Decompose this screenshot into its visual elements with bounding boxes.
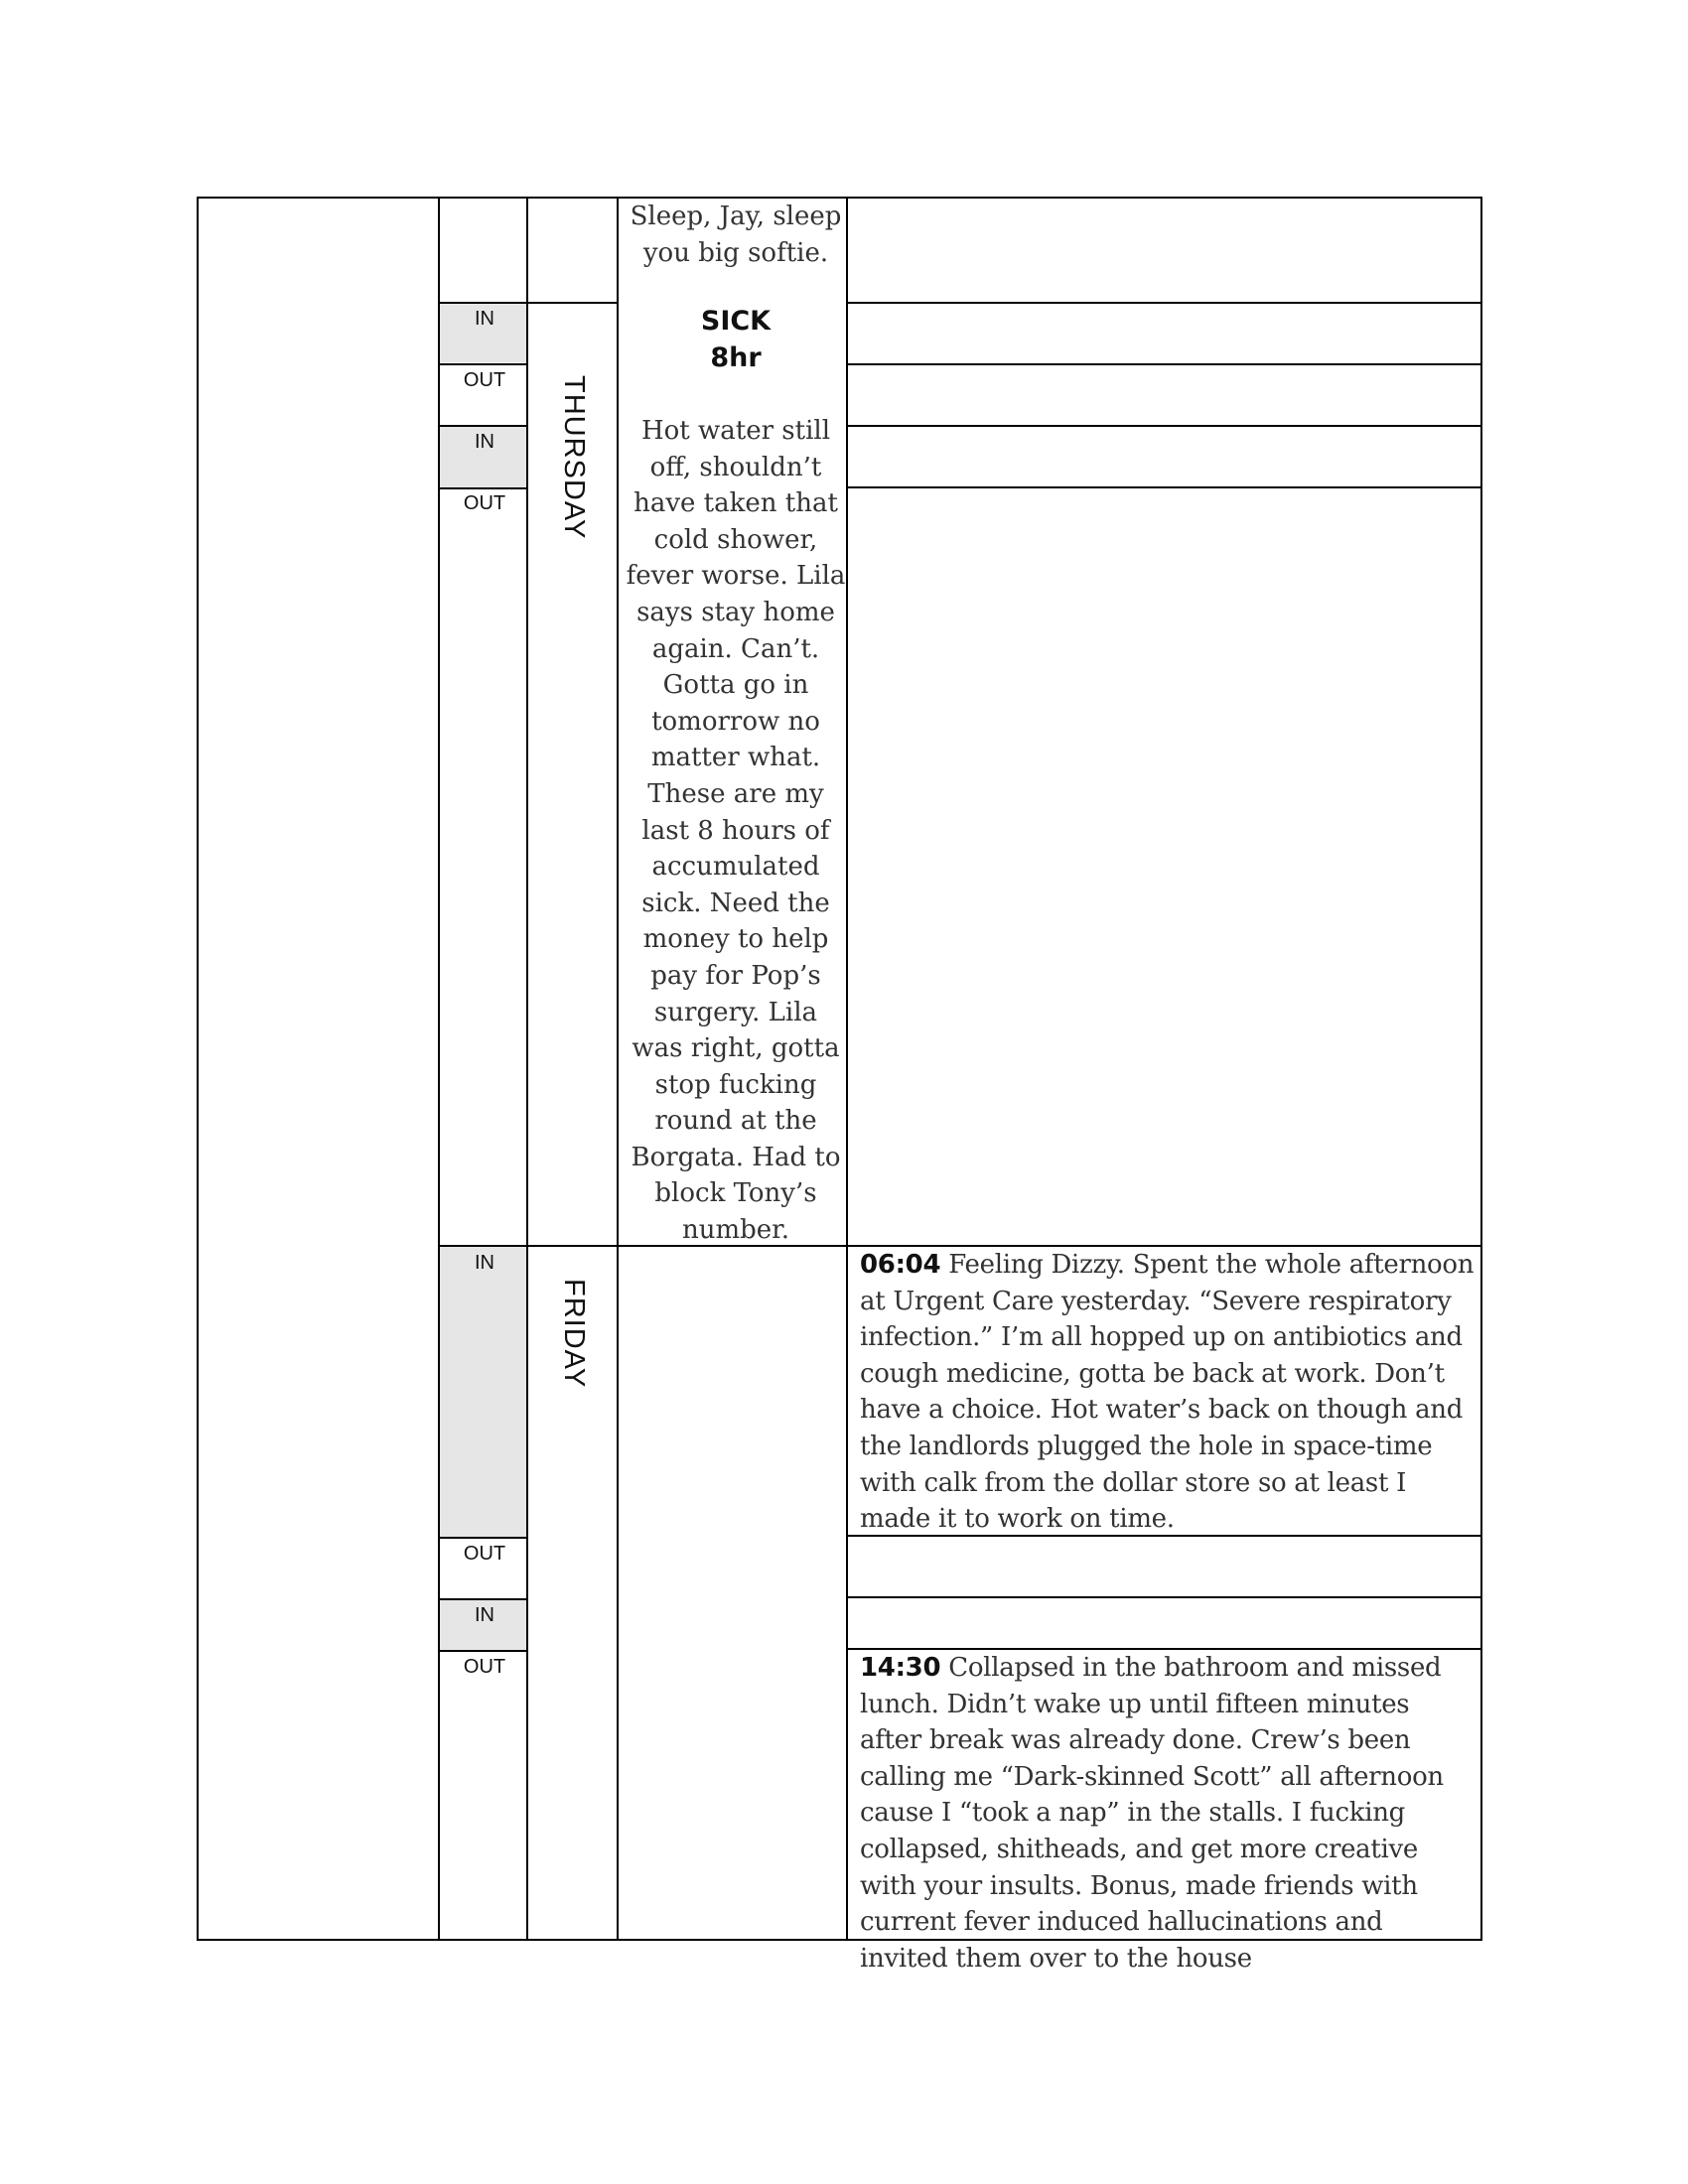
friday-out-label: OUT	[463, 1543, 506, 1565]
sick-status-hours: 8hr	[710, 342, 762, 373]
friday-in-label: IN	[475, 1252, 494, 1274]
friday-day-label: FRIDAY	[558, 1279, 590, 1389]
entry-sep	[846, 425, 1482, 427]
thursday-in-label: IN	[475, 431, 494, 453]
row-sep	[438, 425, 528, 427]
table-divider-4	[846, 197, 848, 1941]
thursday-out-label: OUT	[463, 492, 506, 514]
table-border-left	[197, 197, 199, 1941]
entry-sep	[846, 363, 1482, 365]
entry-sep	[846, 1596, 1482, 1598]
sick-status-title: SICK	[700, 306, 772, 337]
row-sep	[438, 1537, 528, 1539]
friday-out-label: OUT	[463, 1656, 506, 1678]
table-divider-2	[526, 197, 528, 1941]
entry-time: 06:04	[860, 1250, 941, 1280]
table-border-right	[1480, 197, 1482, 1941]
row-sep	[438, 363, 528, 365]
friday-in-1-cell	[440, 1247, 527, 1537]
thursday-out-label: OUT	[463, 369, 506, 391]
entry-text: Feeling Dizzy. Spent the whole afternoon at Urgent Care yesterday. “Severe respiratory infection.” I’m all hopped up on antibiotics and cough medicine, gotta be back at work. Don’t have a choice. Hot water’s back on though and the landlords plugged the hole in space-time with calk from the dollar store so at least I made it to work on time.	[860, 1250, 1475, 1535]
thursday-note: Hot water still off, shouldn’t have taken that cold shower, fever worse. Lila says stay home again. Can’t. Gotta go in tomorrow no matter what. These are my last 8 hours of accumulated sick. Need the money to help pay for Pop’s surgery. Lila was right, gotta stop fucking round at the Borgata. Had to block Tony’s number.	[626, 416, 846, 1246]
entry-time: 14:30	[860, 1653, 941, 1683]
friday-entry-afternoon	[860, 1650, 1476, 1977]
thursday-in-label: IN	[475, 308, 494, 330]
entry-sep	[846, 486, 1482, 488]
table-divider-3	[617, 197, 619, 1941]
thursday-day-label: THURSDAY	[558, 375, 590, 540]
entry-text: Collapsed in the bathroom and missed lunch. Didn’t wake up until fifteen minutes after break was already done. Crew’s been calling me “Dark-skinned Scott” all afternoon cause I “took a nap” in the stalls. I fucking collapsed, shitheads, and get more creative with your insults. Bonus, made friends with current fever induced hallucinations and invited them over to the house	[860, 1653, 1444, 1974]
entry-sep	[846, 302, 1482, 304]
row-sep	[438, 487, 528, 489]
friday-in-label: IN	[475, 1604, 494, 1626]
friday-entry-morning	[860, 1247, 1476, 1538]
row-sep	[438, 1650, 528, 1652]
table-divider-1	[438, 197, 440, 1941]
wednesday-note: Sleep, Jay, sleep you big softie.	[630, 202, 842, 268]
row-sep-thursday-start	[438, 302, 618, 304]
row-sep	[438, 1598, 528, 1600]
